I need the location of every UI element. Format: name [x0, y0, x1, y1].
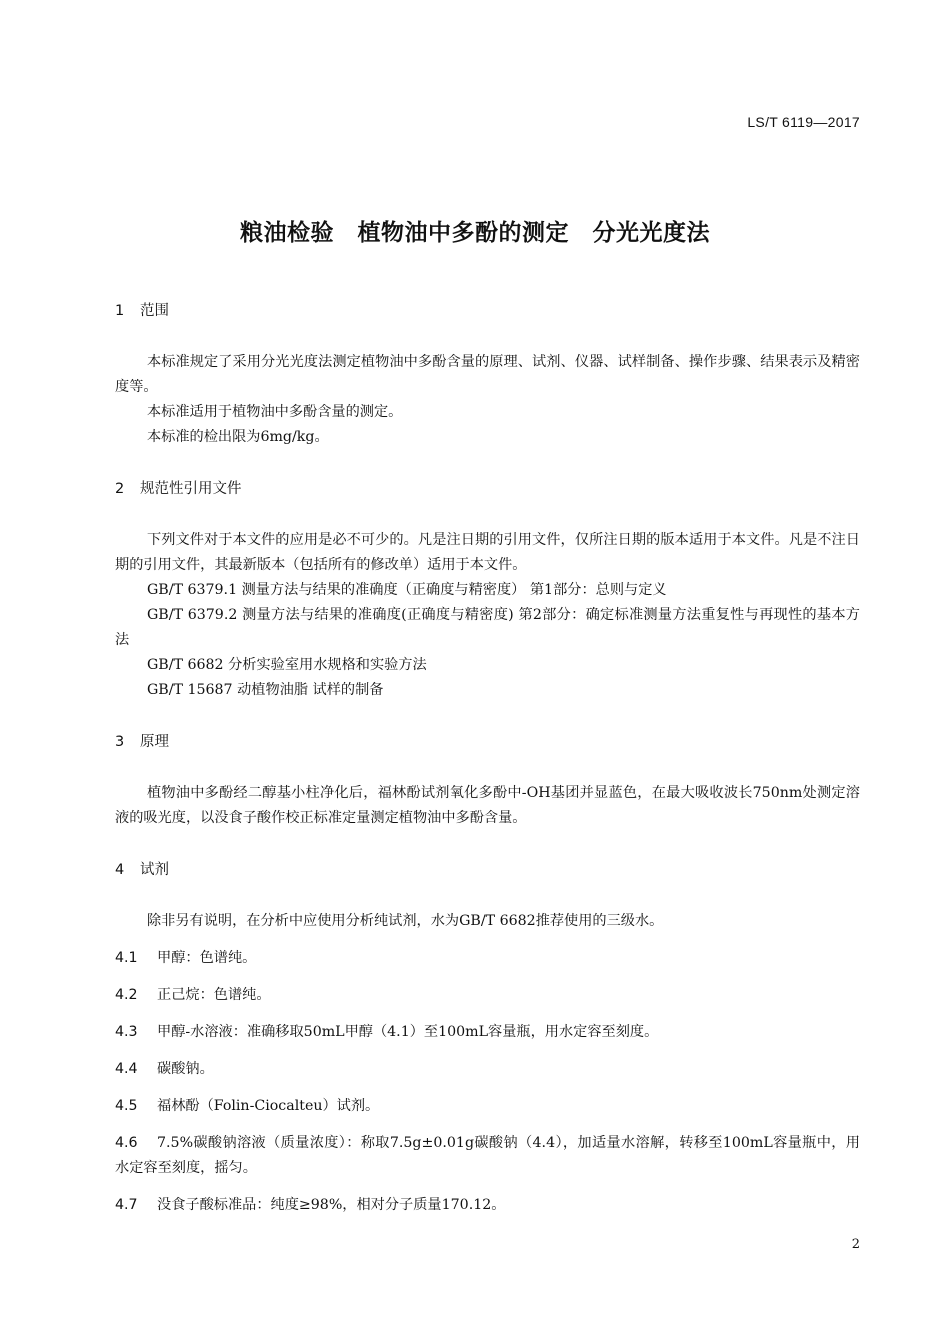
reagent-text: 甲醇：色谱纯。	[157, 950, 257, 966]
reagent-item	[115, 1094, 860, 1119]
section-number: 4	[115, 862, 125, 878]
principle-paragraph: 植物油中多酚经二醇基小柱净化后，福林酚试剂氧化多酚中-OH基团并显蓝色，在最大吸收波长750nm处测定溶液的吸光度，以没食子酸作校正标准定量测定植物油中多酚含量。	[115, 785, 860, 826]
document-title: 粮油检验 植物油中多酚的测定 分光光度法	[240, 220, 710, 246]
page-number: 2	[851, 1237, 860, 1252]
reference-item: GB/T 6379.1 测量方法与结果的准确度（正确度与精密度） 第1部分：总则与定义	[146, 582, 667, 598]
reference-item: GB/T 6682 分析实验室用水规格和实验方法	[146, 657, 427, 673]
section-heading-scope	[115, 300, 860, 322]
reagent-item	[115, 1057, 860, 1082]
reagents-intro: 除非另有说明，在分析中应使用分析纯试剂，水为GB/T 6682推荐使用的三级水。	[146, 913, 664, 929]
reagent-text: 甲醇-水溶液：准确移取50mL甲醇（4.1）至100mL容量瓶，用水定容至刻度。	[157, 1024, 659, 1040]
reference-item: GB/T 15687 动植物油脂 试样的制备	[146, 682, 384, 698]
section-heading-normative-references	[115, 478, 860, 500]
reagent-item	[115, 1131, 860, 1181]
reagent-number: 4.2	[115, 987, 138, 1003]
reagent-number: 4.4	[115, 1061, 138, 1077]
section-title: 原理	[140, 734, 169, 750]
reagent-text: 碳酸钠。	[157, 1061, 214, 1077]
reference-item: GB/T 6379.2 测量方法与结果的准确度(正确度与精密度) 第2部分：确定标准测量方法重复性与再现性的基本方法	[115, 607, 860, 648]
reagent-text: 福林酚（Folin-Ciocalteu）试剂。	[157, 1098, 380, 1114]
reagent-item	[115, 946, 860, 971]
reagent-number: 4.7	[115, 1197, 138, 1213]
section-number: 1	[115, 303, 125, 319]
section-heading-principle	[115, 731, 860, 753]
reagent-number: 4.1	[115, 950, 138, 966]
scope-paragraph: 本标准的检出限为6mg/kg。	[146, 429, 329, 445]
reagent-number: 4.5	[115, 1098, 138, 1114]
reagent-text: 正己烷：色谱纯。	[157, 987, 271, 1003]
section-number: 3	[115, 734, 125, 750]
reagent-text: 7.5%碳酸钠溶液（质量浓度）：称取7.5g±0.01g碳酸钠（4.4），加适量水溶解，转移至100mL容量瓶中，用水定容至刻度，摇匀。	[115, 1135, 860, 1176]
document-body	[115, 300, 860, 1218]
section-title: 规范性引用文件	[140, 481, 242, 497]
section-title: 试剂	[140, 862, 169, 878]
reagent-number: 4.3	[115, 1024, 138, 1040]
standard-code: LS/T 6119—2017	[747, 114, 860, 130]
reagent-item	[115, 1020, 860, 1045]
reagent-number: 4.6	[115, 1135, 138, 1151]
section-title: 范围	[140, 303, 169, 319]
reagent-item	[115, 1193, 860, 1218]
reagent-text: 没食子酸标准品：纯度≥98%，相对分子质量170.12。	[157, 1197, 506, 1213]
scope-paragraph: 本标准适用于植物油中多酚含量的测定。	[146, 404, 403, 420]
section-heading-reagents	[115, 859, 860, 881]
references-paragraph: 下列文件对于本文件的应用是必不可少的。凡是注日期的引用文件，仅所注日期的版本适用于本文件。凡是不注日期的引用文件，其最新版本（包括所有的修改单）适用于本文件。	[115, 532, 860, 573]
reagent-item	[115, 983, 860, 1008]
scope-paragraph: 本标准规定了采用分光光度法测定植物油中多酚含量的原理、试剂、仪器、试样制备、操作步骤、结果表示及精密度等。	[115, 354, 860, 395]
section-number: 2	[115, 481, 125, 497]
